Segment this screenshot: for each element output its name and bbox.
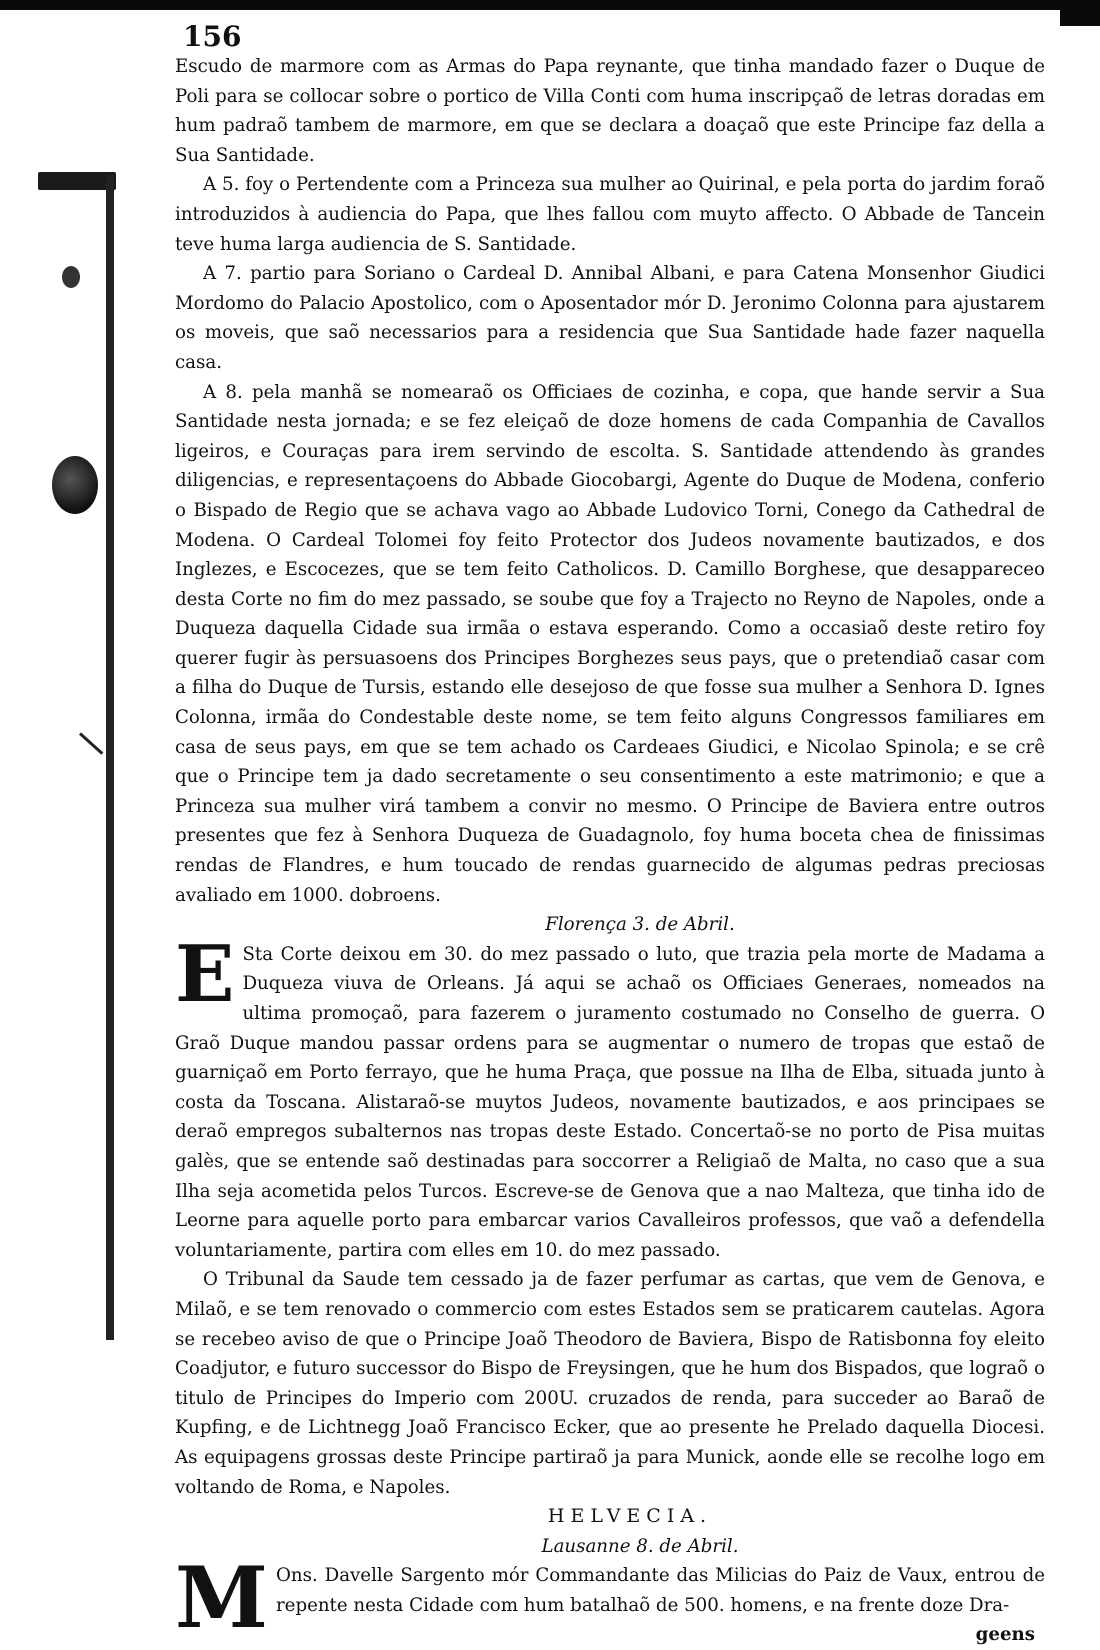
dateline-florenca: Florença 3. de Abril. <box>545 914 735 936</box>
dropcap-m: M <box>175 1548 268 1648</box>
catch-word: geens <box>975 1624 1035 1646</box>
scan-binding-mark <box>38 172 116 190</box>
paragraph-florenca-2: O Tribunal da Saude tem cessado ja de fazer perfumar as cartas, que vem de Genova, e Milaõ, e se tem renovado o commercio com estes Estados sem se praticarem cautelas. Agora se recebeo aviso de que o Principe Joaõ Theodoro de Baviera, Bispo de Ratisbonna foy eleito Coadjutor, e futuro successor do Bispo de Freysingen, que he hum dos Bispados, que lograõ o titulo de Principes do Imperio com 200U. cruzados de renda, para succeder ao Baraõ de Kupfing, e de Lichtnegg Joaõ Francisco Ecker, que ao presente he Prelado daquella Diocesi. As equipagens grossas deste Principe partiraõ ja para Munick, aonde elle se recolhe logo em voltando de Roma, e Napoles. <box>175 1269 1045 1498</box>
paragraph-florenca-1 <box>175 928 1045 1266</box>
paragraph-dia-5: A 5. foy o Pertendente com a Princeza sua mulher ao Quirinal, e pela porta do jardim foraõ introduzidos à audiencia do Papa, que lhes fallou com muyto affecto. O Abbade de Tancein teve huma larga audiencia de S. Santidade. <box>175 174 1045 255</box>
paragraph-dia-8: A 8. pela manhã se nomearaõ os Officiaes de cozinha, e copa, que hande servir a Sua Santidade nesta jornada; e se fez eleiçaõ de doze homens de cada Companhia de Cavallos ligeiros, e Couraças para irem servindo de escolta. S. Santidade attendendo às grandes diligencias, e representaçoens do Abbade Giocobargi, Agente do Duque de Modena, conferio o Bispado de Regio que se achava vago ao Abbade Ludovico Torni, Conego da Cathedral de Modena. O Cardeal Tolomei foy feito Protector dos Judeos novamente bautizados, e dos Inglezes, e Escocezes, que se tem feito Catholicos. D. Camillo Borghese, que desappareceo desta Corte no fim do mez passado, se soube que foy a Trajecto no Reyno de Napoles, onde a Duqueza daquella Cidade sua irmãa o estava esperando. Como a occasiaõ deste retiro foy querer fugir às persuasoens dos Principes Borghezes seus pays, que o pretendiaõ casar com a filha do Duque de Tursis, estando elle desejoso de que fosse sua mulher a Senhora D. Ignes Colonna, irmãa do Condestable deste nome, se tem feito alguns Congressos familiares em casa de seus pays, em que se tem achado os Cardeaes Giudici, e Nicolao Spinola; e se crê que o Principe tem ja dado secretamente o seu consentimento a este matrimonio; e que a Princeza sua mulher virá tambem a convir no mesmo. O Principe de Baviera entre outros presentes que fez à Senhora Duqueza de Guadagnolo, foy huma boceta chea de finissimas rendas de Flandres, e hum toucado de rendas guarnecido de algumas pedras preciosas avaliado em 1000. dobroens. <box>175 381 1045 906</box>
page-body <box>175 22 1045 1650</box>
punch-hole <box>52 456 98 514</box>
section-title-helvecia: HELVECIA. <box>547 1505 713 1528</box>
dropcap-e: E <box>175 928 235 1020</box>
paragraph-florenca-1-text: Sta Corte deixou em 30. do mez passado o luto, que trazia pela morte de Madama a Duqueza viuva de Orleans. Já aqui se achaõ os Officiaes Generaes, nomeados na ultima promoçaõ, para fazerem o juramento costumado no Conselho de guerra. O Graõ Duque mandou passar ordens para se augmentar o numero de tropas que estaõ de guarniçaõ em Porto ferrayo, que he huma Praça, que possue na Ilha de Elba, situada junto à costa da Toscana. Alistaraõ-se muytos Judeos, novamente bautizados, e aos principaes se deraõ empregos subalternos nas tropas deste Estado. Concertaõ-se no porto de Pisa muitas galès, que se entende saõ destinadas para soccorrer a Religiaõ de Malta, no caso que a sua Ilha seja acometida pelos Turcos. Escreve-se de Genova que a nao Malteza, que tinha ido de Leorne para aquelle porto para embarcar varios Cavalleiros professos, que vaõ a defendella voluntariamente, partira com elles em 10. do mez passado. <box>175 943 1045 1261</box>
scan-pen-mark <box>79 732 103 754</box>
paragraph-lausanne-text: Ons. Davelle Sargento mór Commandante das Milicias do Paiz de Vaux, entrou de repente nesta Cidade com hum batalhaõ de 500. homens, e na frente doze Dra- <box>275 1565 1045 1616</box>
page-number: 156 <box>183 20 242 53</box>
dateline-lausanne: Lausanne 8. de Abril. <box>541 1535 739 1557</box>
scan-margin-rule <box>106 175 114 1340</box>
scan-border-corner <box>1060 0 1100 26</box>
paragraph-escudo: Escudo de marmore com as Armas do Papa reynante, que tinha mandado fazer o Duque de Poli para se collocar sobre o portico de Villa Conti com huma inscripçaõ de letras doradas em hum padraõ tambem de marmore, em que se declara a doaçaõ que este Principe faz della a Sua Santidade. <box>175 56 1045 166</box>
paragraph-dia-7: A 7. partio para Soriano o Cardeal D. Annibal Albani, e para Catena Monsenhor Giudici Mordomo do Palacio Apostolico, com o Aposentador mór D. Jeronimo Colonna para ajustarem os moveis, que saõ necessarios para a residencia que Sua Santidade hade fazer naquella casa. <box>175 263 1045 373</box>
scan-border-top <box>0 0 1100 10</box>
scan-smudge <box>62 266 80 288</box>
